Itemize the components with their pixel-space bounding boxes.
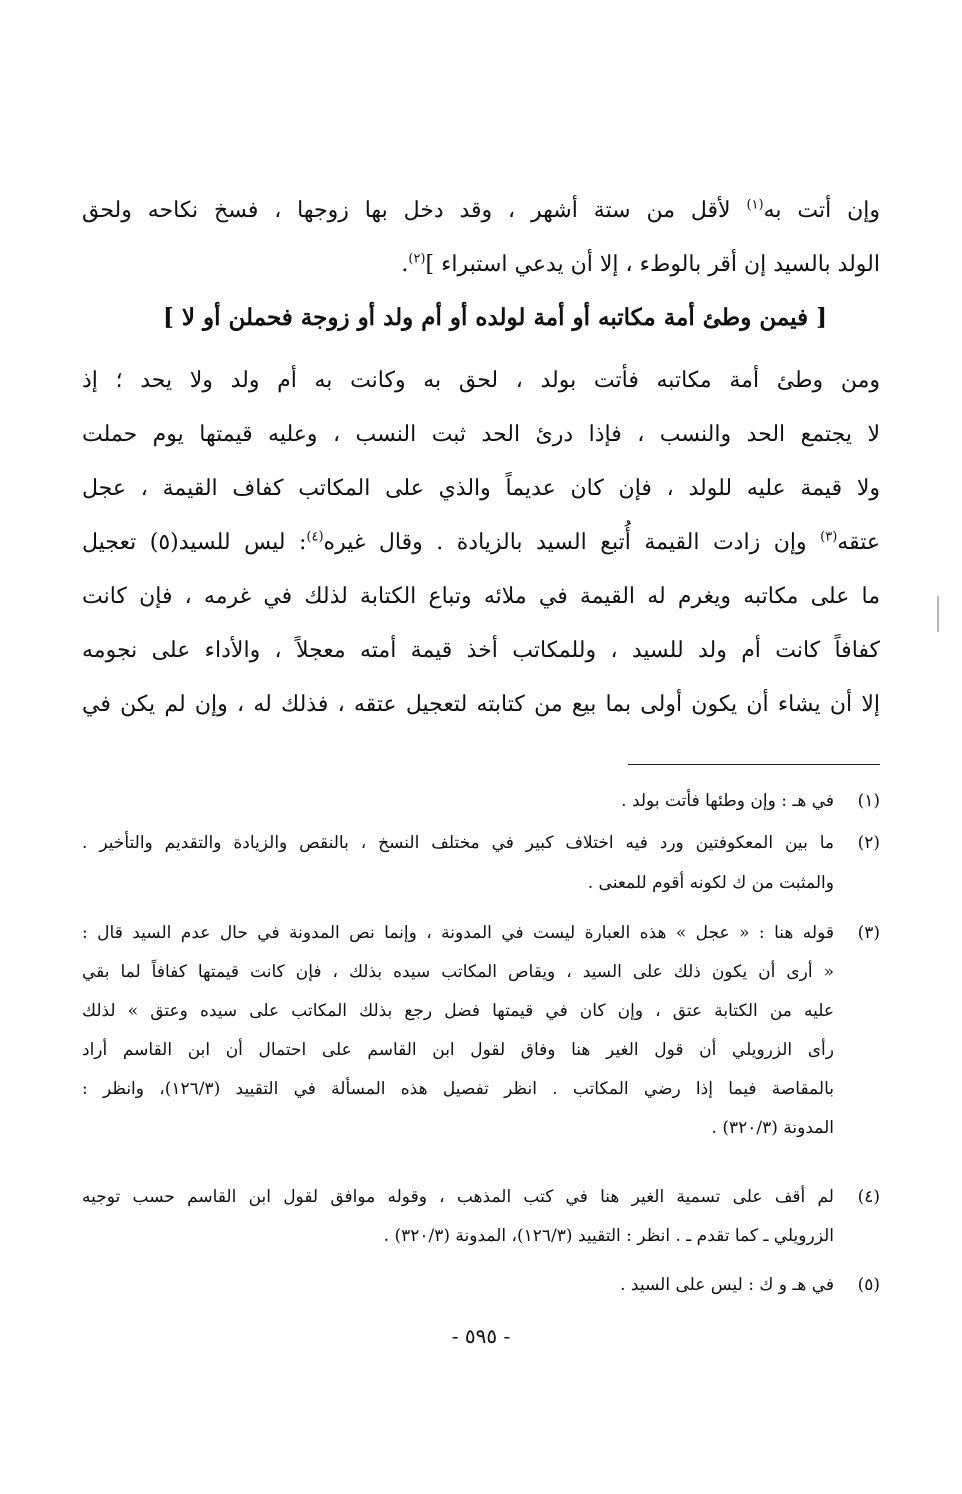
para-line-2 bbox=[82, 420, 880, 450]
para-line-1 bbox=[82, 366, 880, 396]
footnote-line: والمثبت من ك لكونه أقوم للمعنى . bbox=[587, 873, 834, 893]
footnote-line: قوله هنا : « عجل » هذه العبارة ليست في المدونة ، وإنما نص المدونة في حال عدم السيد قال : bbox=[82, 923, 834, 943]
footnote-number: (٢) bbox=[857, 833, 880, 853]
body-text: لا يجتمع الحد والنسب ، فإذا درئ الحد ثبت النسب ، وعليه قيمتها يوم حملت bbox=[82, 422, 880, 447]
body-text: ومن وطئ أمة مكاتبه فأتت بولد ، لحق به وكانت به أم ولد ولا يحد ؛ إذ bbox=[82, 368, 880, 393]
footnote-line: في هـ و ك : ليس على السيد . bbox=[620, 1275, 834, 1295]
footnote-number: (٤) bbox=[857, 1187, 880, 1207]
body-text: ولا قيمة عليه للولد ، فإن كان عديماً والذي على المكاتب كفاف القيمة ، عجل bbox=[82, 476, 880, 501]
body-text: كفافاً كانت أم ولد للسيد ، وللمكاتب أخذ قيمة أمته معجلاً ، والأداء على نجومه bbox=[82, 638, 880, 663]
para-line-7 bbox=[82, 690, 880, 720]
body-text: إلا أن يشاء أن يكون أولى بما بيع من كتابته لتعجيل عتقه ، فذلك له ، وإن لم يكن في bbox=[82, 692, 880, 717]
footnote-ref: (٢) bbox=[408, 251, 426, 267]
footnote-line: لم أقف على تسمية الغير هنا في كتب المذهب ، وقوله موافق لقول ابن القاسم حسب توجيه bbox=[82, 1187, 834, 1207]
margin-mark bbox=[937, 596, 939, 632]
section-heading: [ فيمن وطئ أمة مكاتبه أو أمة لولده أو أم ولد أو زوجة فحملن أو لا ] bbox=[163, 304, 827, 331]
para-line-5 bbox=[82, 582, 880, 612]
body-text: الولد بالسيد إن أقر بالوطء ، إلا أن يدعي استبراء ] bbox=[425, 252, 880, 277]
body-text: . bbox=[401, 252, 409, 277]
footnote-separator bbox=[628, 764, 880, 765]
body-text: ما على مكاتبه ويغرم له القيمة في ملائه وتباع الكتابة لذلك في غرمه ، فإن كانت bbox=[82, 584, 880, 609]
footnote-ref: (٤) bbox=[306, 529, 324, 545]
body-text: وإن زادت القيمة أُتبع السيد بالزيادة . وقال غيره bbox=[323, 530, 821, 555]
footnote-line: في هـ : وإن وطئها فأتت بولد . bbox=[621, 791, 834, 811]
footnote-number: (٣) bbox=[857, 923, 880, 943]
footnote-line: عليه من الكتابة عتق ، وإن كان في قيمتها فضل رجع بذلك المكاتب على سيده وعتق » لذلك bbox=[82, 1001, 834, 1021]
footnote-line: المدونة (٣٢٠/٣) . bbox=[711, 1118, 834, 1138]
page-number: - ٥٩٥ - bbox=[451, 1324, 511, 1348]
footnote-line: الزرويلي ـ كما تقدم ـ . انظر : التقييد (١٢٦/٣)، المدونة (٣٢٠/٣) . bbox=[383, 1226, 834, 1246]
footnote-line: رأى الزرويلي أن قول الغير هنا وفاق لقول ابن القاسم على احتمال أن ابن القاسم أراد bbox=[82, 1040, 834, 1060]
footnote-line: بالمقاصة فيما إذا رضي المكاتب . انظر تفصيل هذه المسألة في التقييد (١٢٦/٣)، وانظر : bbox=[82, 1079, 834, 1099]
para-line-6 bbox=[82, 636, 880, 666]
body-text: وإن أتت به bbox=[763, 198, 880, 223]
footnote-ref: (١) bbox=[746, 197, 764, 213]
body-text: عتقه bbox=[837, 530, 880, 555]
footnote-line: « أرى أن يكون ذلك على السيد ، ويقاص المكاتب سيده بذلك ، فإن كانت قيمتها كفافاً لما بقي bbox=[82, 962, 834, 982]
body-text: لأقل من ستة أشهر ، وقد دخل بها زوجها ، فسخ نكاحه ولحق bbox=[82, 198, 747, 223]
body-line-2 bbox=[82, 250, 880, 280]
footnote-line: ما بين المعكوفتين ورد فيه اختلاف كبير في مختلف النسخ ، بالنقص والزيادة والتقديم والتأخير . bbox=[82, 833, 834, 853]
body-text: : ليس للسيد(٥) تعجيل bbox=[82, 530, 307, 555]
footnote-number: (٥) bbox=[857, 1275, 880, 1295]
footnote-ref: (٣) bbox=[820, 529, 838, 545]
para-line-4 bbox=[82, 528, 880, 558]
body-line-1 bbox=[82, 196, 880, 226]
footnote-number: (١) bbox=[857, 791, 880, 811]
para-line-3 bbox=[82, 474, 880, 504]
